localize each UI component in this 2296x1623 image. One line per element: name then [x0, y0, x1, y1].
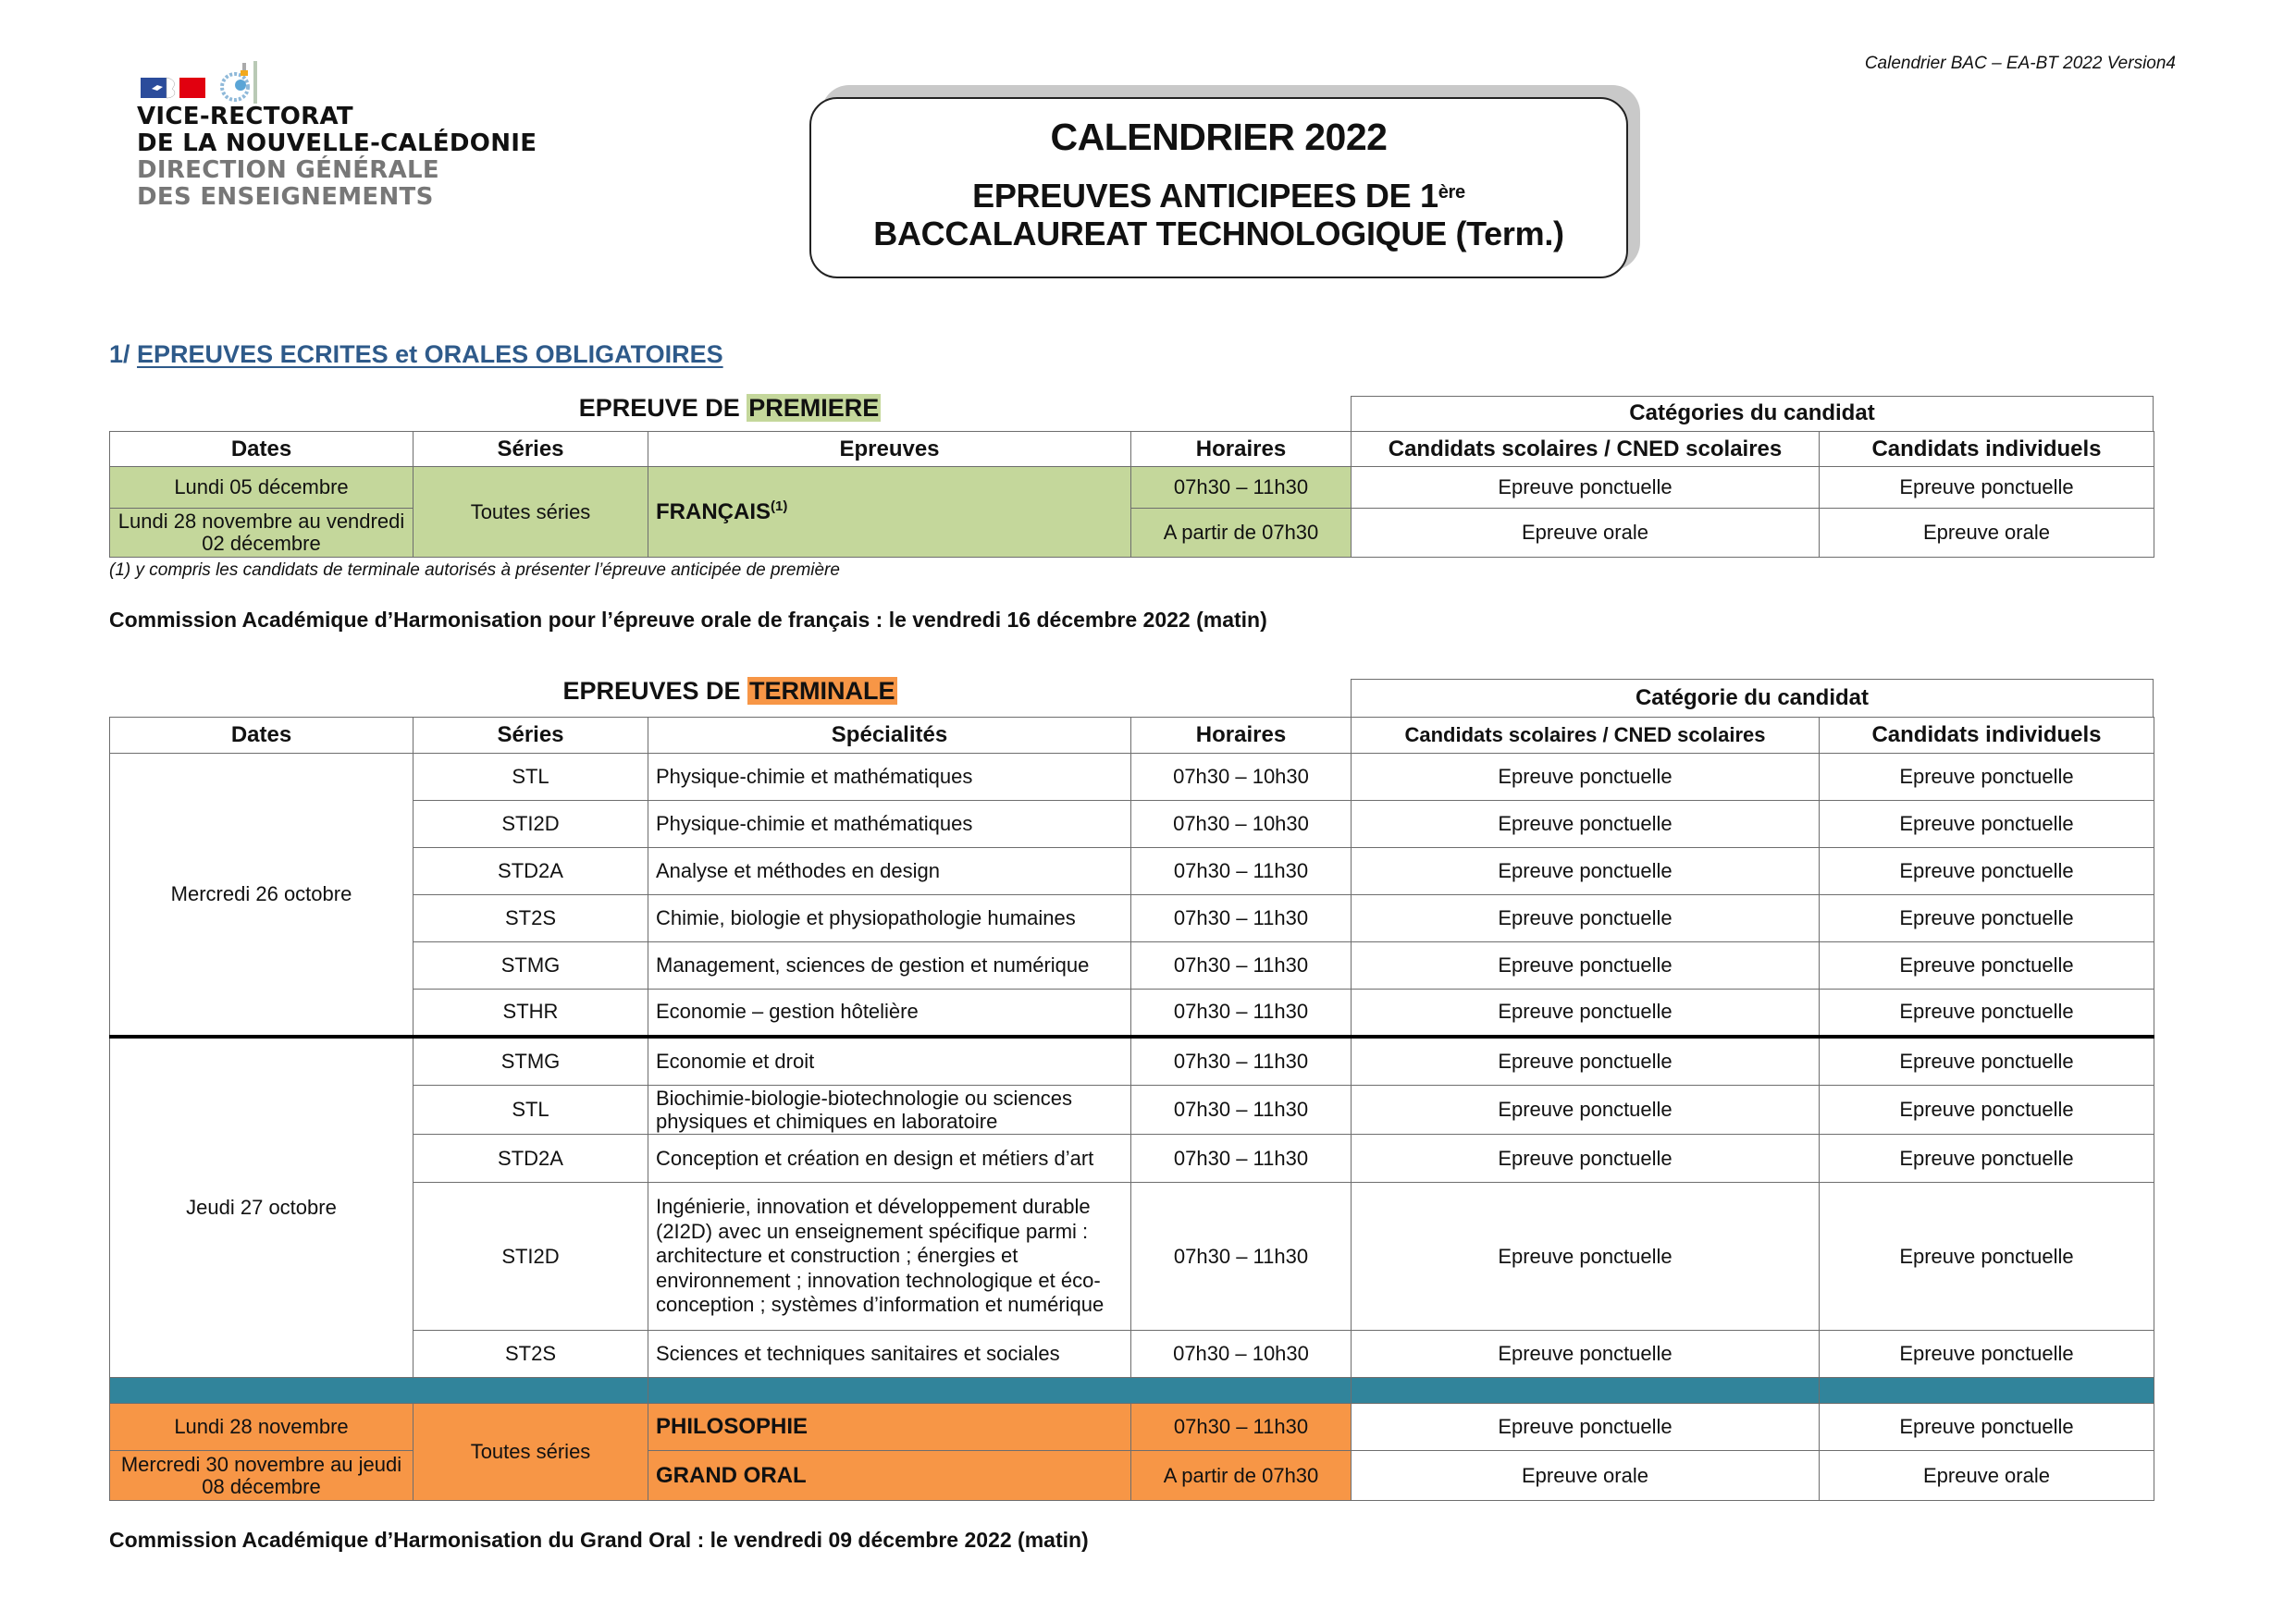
scolaires-cell: Epreuve ponctuelle — [1352, 1183, 1820, 1331]
subtitle-text: EPREUVES ANTICIPEES DE 1 — [972, 177, 1438, 215]
scolaires-cell: Epreuve ponctuelle — [1352, 895, 1820, 942]
epreuve-cell: PHILOSOPHIE — [648, 1404, 1131, 1451]
specialite-cell: Economie – gestion hôtelière — [648, 990, 1131, 1037]
horaire-cell: A partir de 07h30 — [1131, 509, 1352, 558]
marianne-logo-icon — [139, 57, 268, 105]
epreuve-cell: GRAND ORAL — [648, 1451, 1131, 1501]
specialite-cell: Physique-chimie et mathématiques — [648, 754, 1131, 801]
terminale-caption — [109, 677, 1351, 706]
col-header-series: Séries — [414, 432, 648, 467]
document-subtitle-2: BACCALAUREAT TECHNOLOGIQUE (Term.) — [873, 215, 1564, 252]
individuels-cell: Epreuve ponctuelle — [1820, 1037, 2154, 1086]
horaire-cell: A partir de 07h30 — [1131, 1451, 1352, 1501]
col-header-series: Séries — [414, 718, 648, 754]
premiere-header-row — [110, 432, 2154, 467]
series-cell: Toutes séries — [414, 1404, 648, 1501]
individuels-cell: Epreuve ponctuelle — [1820, 467, 2154, 509]
separator-cell — [110, 1378, 648, 1404]
scolaires-cell: Epreuve ponctuelle — [1352, 942, 1820, 990]
individuels-cell: Epreuve ponctuelle — [1820, 942, 2154, 990]
date-cell: Lundi 05 décembre — [110, 467, 414, 509]
scolaires-cell: Epreuve ponctuelle — [1352, 990, 1820, 1037]
specialite-cell: Management, sciences de gestion et numérique — [648, 942, 1131, 990]
table-row — [110, 1037, 2154, 1086]
serie-cell: STD2A — [414, 1135, 648, 1183]
horaire-cell: 07h30 – 11h30 — [1131, 1404, 1352, 1451]
premiere-caption — [109, 394, 1351, 423]
table-row — [110, 754, 2154, 801]
specialite-cell: Physique-chimie et mathématiques — [648, 801, 1131, 848]
separator-cell — [1352, 1378, 1820, 1404]
scolaires-cell: Epreuve ponctuelle — [1352, 848, 1820, 895]
table-row — [110, 1183, 2154, 1331]
logo-line-2: DE LA NOUVELLE-CALÉDONIE — [137, 129, 537, 157]
col-header-dates: Dates — [110, 718, 414, 754]
horaire-cell: 07h30 – 10h30 — [1131, 1331, 1352, 1378]
individuels-cell: Epreuve ponctuelle — [1820, 801, 2154, 848]
section-heading — [109, 340, 723, 369]
specialite-cell: Economie et droit — [648, 1037, 1131, 1086]
specialite-cell: Biochimie-biologie-biotechnologie ou sciences physiques et chimiques en laboratoire — [648, 1086, 1131, 1135]
specialite-cell: Chimie, biologie et physiopathologie humaines — [648, 895, 1131, 942]
horaire-cell: 07h30 – 11h30 — [1131, 1086, 1352, 1135]
scolaires-cell: Epreuve orale — [1352, 509, 1820, 558]
group-date-cell: Mercredi 26 octobre — [110, 754, 414, 1037]
date-cell: Mercredi 30 novembre au jeudi 08 décembre — [110, 1451, 414, 1501]
terminale-caption-prefix: EPREUVES DE — [562, 677, 748, 705]
col-header-dates: Dates — [110, 432, 414, 467]
premiere-caption-prefix: EPREUVE DE — [578, 394, 747, 422]
horaire-cell: 07h30 – 11h30 — [1131, 848, 1352, 895]
logo-line-3: DIRECTION GÉNÉRALE — [137, 156, 439, 184]
subtitle-sup: ère — [1438, 182, 1465, 203]
table-row — [110, 942, 2154, 990]
scolaires-cell: Epreuve ponctuelle — [1352, 1404, 1820, 1451]
section-title: EPREUVES ECRITES et ORALES OBLIGATOIRES — [137, 340, 723, 368]
section-number: 1/ — [109, 340, 138, 368]
premiere-table — [109, 431, 2154, 558]
premiere-caption-highlight: PREMIERE — [748, 394, 880, 422]
table-row — [110, 895, 2154, 942]
commission-grand-oral: Commission Académique d’Harmonisation du Grand Oral : le vendredi 09 décembre 2022 (matin) — [109, 1528, 1089, 1552]
col-header-horaires: Horaires — [1131, 718, 1352, 754]
version-note: Calendrier BAC – EA-BT 2022 Version4 — [1864, 54, 2176, 73]
serie-cell: STMG — [414, 942, 648, 990]
scolaires-cell: Epreuve ponctuelle — [1352, 1086, 1820, 1135]
specialite-cell: Sciences et techniques sanitaires et sociales — [648, 1331, 1131, 1378]
epreuve-cell — [648, 467, 1131, 558]
scolaires-cell: Epreuve ponctuelle — [1352, 1037, 1820, 1086]
serie-cell: ST2S — [414, 1331, 648, 1378]
specialite-cell: Conception et création en design et métiers d’art — [648, 1135, 1131, 1183]
terminale-caption-highlight: TERMINALE — [749, 677, 895, 705]
scolaires-cell: Epreuve ponctuelle — [1352, 467, 1820, 509]
serie-cell: STMG — [414, 1037, 648, 1086]
premiere-category-header: Catégories du candidat — [1351, 396, 2154, 431]
serie-cell: STHR — [414, 990, 648, 1037]
separator-cell — [1820, 1378, 2154, 1404]
table-row — [110, 467, 2154, 509]
document-title: CALENDRIER 2022 — [1050, 116, 1388, 158]
individuels-cell: Epreuve ponctuelle — [1820, 848, 2154, 895]
col-header-epreuves: Epreuves — [648, 432, 1131, 467]
serie-cell: STL — [414, 754, 648, 801]
horaire-cell: 07h30 – 10h30 — [1131, 754, 1352, 801]
col-header-specialites: Spécialités — [648, 718, 1131, 754]
terminale-category-header: Catégorie du candidat — [1351, 679, 2154, 717]
table-row — [110, 848, 2154, 895]
serie-cell: STL — [414, 1086, 648, 1135]
terminale-table — [109, 717, 2154, 1501]
individuels-cell: Epreuve ponctuelle — [1820, 1404, 2154, 1451]
logo-line-1: VICE-RECTORAT — [137, 103, 353, 130]
scolaires-cell: Epreuve orale — [1352, 1451, 1820, 1501]
title-box — [809, 97, 1628, 278]
serie-cell: ST2S — [414, 895, 648, 942]
specialite-cell: Ingénierie, innovation et développement durable (2I2D) avec un enseignement spécifique parmi : architecture et construction ; énergies et environnement ; innovation technologique et éco-conception ; systèmes d’information et numérique — [648, 1183, 1131, 1331]
series-cell: Toutes séries — [414, 467, 648, 558]
col-header-individuels: Candidats individuels — [1820, 432, 2154, 467]
scolaires-cell: Epreuve ponctuelle — [1352, 1135, 1820, 1183]
horaire-cell: 07h30 – 11h30 — [1131, 467, 1352, 509]
individuels-cell: Epreuve ponctuelle — [1820, 895, 2154, 942]
footnote-ref: (1) — [771, 498, 788, 514]
scolaires-cell: Epreuve ponctuelle — [1352, 754, 1820, 801]
separator-cell — [648, 1378, 1352, 1404]
horaire-cell: 07h30 – 11h30 — [1131, 1037, 1352, 1086]
individuels-cell: Epreuve orale — [1820, 509, 2154, 558]
specialite-cell: Analyse et méthodes en design — [648, 848, 1131, 895]
group-date-cell: Jeudi 27 octobre — [110, 1037, 414, 1378]
individuels-cell: Epreuve ponctuelle — [1820, 1183, 2154, 1331]
table-row — [110, 990, 2154, 1037]
col-header-individuels: Candidats individuels — [1820, 718, 2154, 754]
individuels-cell: Epreuve ponctuelle — [1820, 754, 2154, 801]
table-row — [110, 1135, 2154, 1183]
horaire-cell: 07h30 – 11h30 — [1131, 1135, 1352, 1183]
table-row — [110, 1086, 2154, 1135]
horaire-cell: 07h30 – 11h30 — [1131, 990, 1352, 1037]
horaire-cell: 07h30 – 11h30 — [1131, 1183, 1352, 1331]
col-header-scolaires: Candidats scolaires / CNED scolaires — [1352, 718, 1820, 754]
individuels-cell: Epreuve ponctuelle — [1820, 1086, 2154, 1135]
scolaires-cell: Epreuve ponctuelle — [1352, 801, 1820, 848]
scolaires-cell: Epreuve ponctuelle — [1352, 1331, 1820, 1378]
date-cell: Lundi 28 novembre au vendredi 02 décembre — [110, 509, 414, 558]
horaire-cell: 07h30 – 10h30 — [1131, 801, 1352, 848]
individuels-cell: Epreuve ponctuelle — [1820, 1331, 2154, 1378]
separator-band — [110, 1378, 2154, 1404]
serie-cell: STI2D — [414, 801, 648, 848]
table-row — [110, 1331, 2154, 1378]
individuels-cell: Epreuve ponctuelle — [1820, 990, 2154, 1037]
table-row — [110, 1404, 2154, 1451]
horaire-cell: 07h30 – 11h30 — [1131, 942, 1352, 990]
epreuve-name: FRANÇAIS — [656, 499, 771, 524]
new-caledonia-logo-icon — [222, 61, 257, 104]
footnote: (1) y compris les candidats de terminale autorisés à présenter l’épreuve anticipée de première — [109, 560, 840, 580]
serie-cell: STD2A — [414, 848, 648, 895]
individuels-cell: Epreuve ponctuelle — [1820, 1135, 2154, 1183]
commission-francais: Commission Académique d’Harmonisation pour l’épreuve orale de français : le vendredi 16 décembre 2022 (matin) — [109, 608, 1267, 632]
terminale-header-row — [110, 718, 2154, 754]
individuels-cell: Epreuve orale — [1820, 1451, 2154, 1501]
table-row — [110, 801, 2154, 848]
logo-line-4: DES ENSEIGNEMENTS — [137, 183, 434, 211]
institution-logo-text — [137, 104, 537, 211]
date-cell: Lundi 28 novembre — [110, 1404, 414, 1451]
col-header-horaires: Horaires — [1131, 432, 1352, 467]
col-header-scolaires: Candidats scolaires / CNED scolaires — [1352, 432, 1820, 467]
document-subtitle-1 — [811, 178, 1626, 215]
horaire-cell: 07h30 – 11h30 — [1131, 895, 1352, 942]
serie-cell: STI2D — [414, 1183, 648, 1331]
